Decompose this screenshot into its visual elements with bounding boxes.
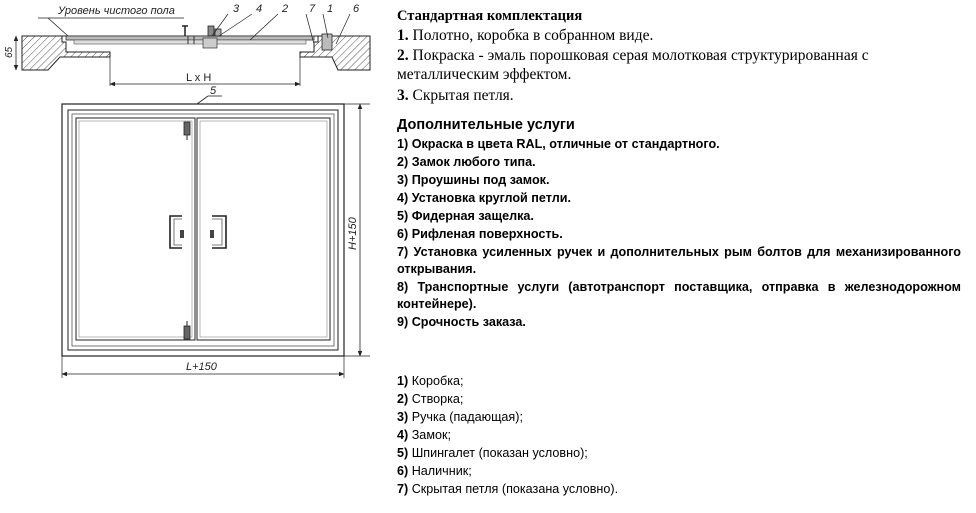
- extra-title: Дополнительные услуги: [397, 117, 575, 133]
- callout-7: 7: [309, 3, 316, 15]
- extra-item-1: 1) Окраска в цвета RAL, отличные от стандартного.: [397, 137, 720, 151]
- front-view: [62, 85, 370, 378]
- standard-item-1: 1. Полотно, коробка в собранном виде.: [397, 27, 654, 44]
- extra-item-3: 3) Проушины под замок.: [397, 173, 550, 187]
- extra-item-5: 5) Фидерная защелка.: [397, 209, 534, 223]
- technical-drawing: [0, 0, 392, 508]
- extra-item-8: 8) Транспортные услуги (автотранспорт поставщика, отправка в железнодорожном контейнере).: [397, 280, 961, 311]
- legend-item-5: 5) Шпингалет (показан условно);: [397, 446, 588, 460]
- width-dim-label: L+150: [186, 361, 217, 373]
- legend-item-1: 1) Коробка;: [397, 374, 464, 388]
- legend-item-3: 3) Ручка (падающая);: [397, 410, 523, 424]
- standard-item-2: 2. Покраска - эмаль порошковая серая молотковая структурированная с металлическим эффектом.: [397, 47, 869, 83]
- callout-6: 6: [353, 3, 360, 15]
- section-view: [4, 3, 370, 86]
- extra-item-7: 7) Установка усиленных ручек и дополнительных рым болтов для механизированного открывания.: [397, 245, 961, 276]
- callout-3: 3: [233, 3, 240, 15]
- extra-item-2: 2) Замок любого типа.: [397, 155, 536, 169]
- callout-2: 2: [282, 3, 289, 15]
- callout-5: 5: [210, 85, 217, 97]
- standard-item-3: 3. Скрытая петля.: [397, 87, 514, 104]
- depth-dim-label: 65: [4, 46, 15, 58]
- legend-item-4: 4) Замок;: [397, 428, 451, 442]
- spec-text: [397, 0, 963, 508]
- callout-4: 4: [256, 3, 263, 15]
- height-dim-label: H+150: [347, 217, 359, 250]
- floor-level-label: Уровень чистого пола: [58, 5, 175, 17]
- legend-item-6: 6) Наличник;: [397, 464, 472, 478]
- hatch-drawing-svg: [0, 0, 392, 508]
- extra-item-4: 4) Установка круглой петли.: [397, 191, 571, 205]
- extra-item-6: 6) Рифленая поверхность.: [397, 227, 563, 241]
- legend-item-2: 2) Створка;: [397, 392, 464, 406]
- callout-1: 1: [327, 3, 334, 15]
- opening-dim-label: L x H: [186, 72, 212, 84]
- extra-item-9: 9) Срочность заказа.: [397, 315, 526, 329]
- standard-title: Стандартная комплектация: [397, 8, 583, 24]
- legend-item-7: 7) Скрытая петля (показана условно).: [397, 482, 619, 496]
